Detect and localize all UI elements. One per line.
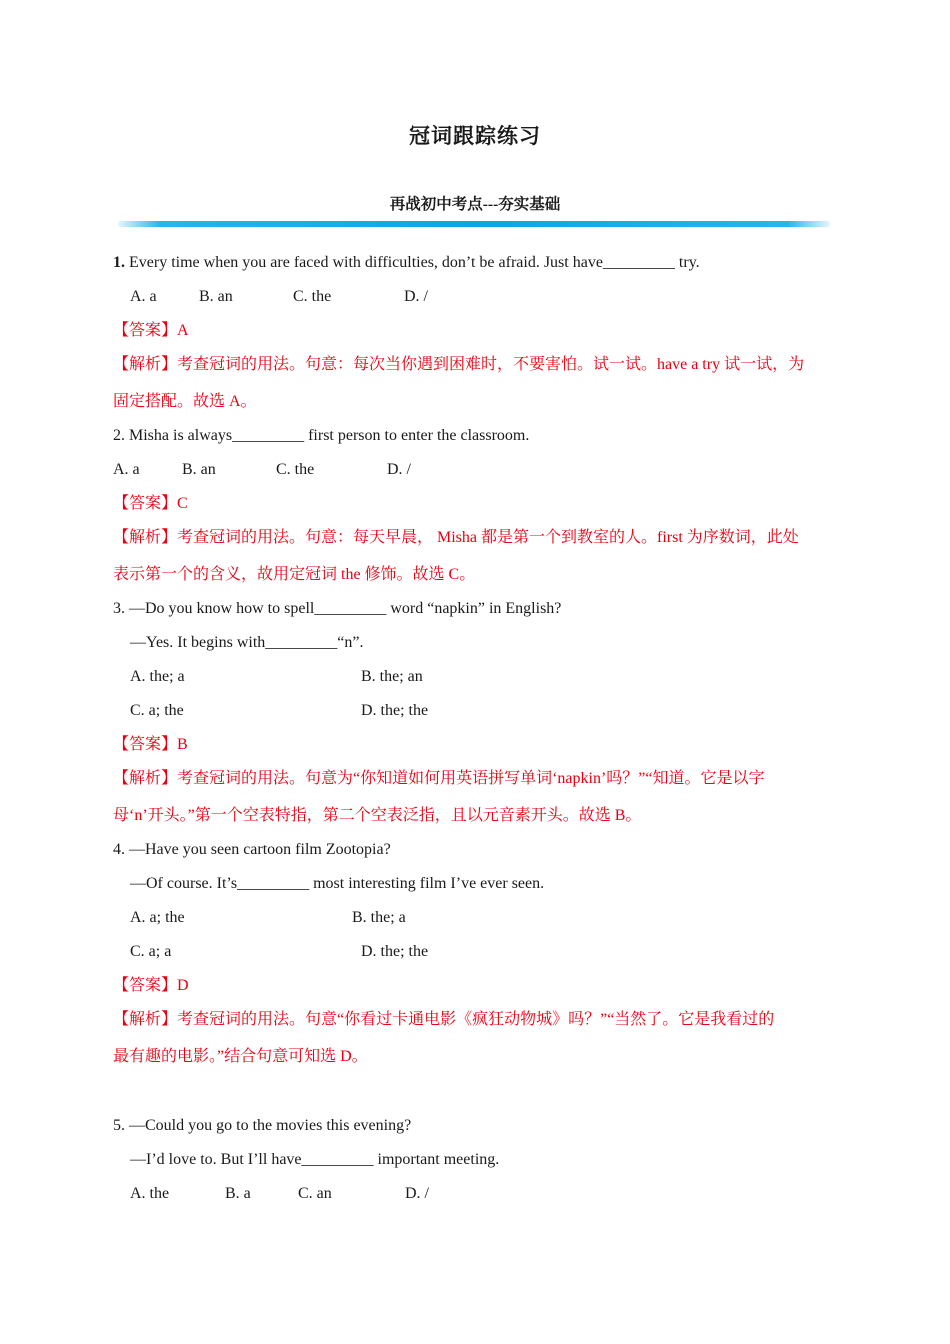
- explanation-3-line-2: 母‘n’开头。”第一个空表特指，第二个空表泛指，且以元音素开头。故选 B。: [113, 807, 642, 824]
- option-d: D. /: [404, 288, 428, 305]
- question-5-options: [113, 1183, 838, 1217]
- answer-1: 【答案】A: [113, 322, 189, 339]
- option-d: D. the; the: [361, 702, 429, 719]
- option-c: C. the: [293, 288, 332, 305]
- explanation-1-line-2: 固定搭配。故选 A。: [113, 393, 257, 410]
- question-4-stem: 4. —Have you seen cartoon film Zootopia?: [113, 841, 391, 858]
- option-c: C. the: [276, 461, 315, 478]
- option-b: B. the; an: [361, 668, 423, 685]
- question-5-stem-reply: —I’d love to. But I’ll have_________ important meeting.: [130, 1151, 500, 1168]
- answer-2: 【答案】C: [113, 495, 188, 512]
- question-4-options-row-2: [113, 941, 838, 975]
- question-3-stem-reply: —Yes. It begins with_________“n”.: [130, 634, 364, 651]
- option-a: A. a; the: [130, 909, 185, 926]
- explanation-2-line-1: 【解析】考查冠词的用法。句意：每天早晨， Misha 都是第一个到教室的人。first 为序数词，此处: [113, 529, 799, 546]
- section-subtitle: 再战初中考点---夯实基础: [389, 196, 561, 213]
- exercise-content: [113, 252, 838, 1217]
- answer-4: 【答案】D: [113, 977, 189, 994]
- question-1-options: [113, 286, 838, 320]
- question-3-options-row-2: [113, 700, 838, 734]
- option-b: B. an: [182, 461, 216, 478]
- explanation-3-line-1: 【解析】考查冠词的用法。句意为“你知道如何用英语拼写单词‘napkin’吗？”“知道。它是以字: [113, 770, 765, 787]
- question-1-stem: 1. Every time when you are faced with difficulties, don’t be afraid. Just have_________ try.: [113, 254, 700, 271]
- question-5-stem: 5. —Could you go to the movies this evening?: [113, 1117, 412, 1134]
- page-title: 冠词跟踪练习: [409, 124, 541, 148]
- question-3-stem: 3. —Do you know how to spell_________ word “napkin” in English?: [113, 600, 562, 617]
- answer-3: 【答案】B: [113, 736, 188, 753]
- option-c: C. an: [298, 1185, 332, 1202]
- spacer: [113, 1080, 838, 1115]
- question-4-stem-reply: —Of course. It’s_________ most interesting film I’ve ever seen.: [130, 875, 545, 892]
- question-2-stem: 2. Misha is always_________ first person to enter the classroom.: [113, 427, 530, 444]
- question-3-options-row-1: [113, 666, 838, 700]
- explanation-4-line-2: 最有趣的电影。”结合句意可知选 D。: [113, 1048, 368, 1065]
- question-2-options: [113, 459, 838, 493]
- question-number: 1.: [113, 254, 125, 271]
- option-a: A. a: [130, 288, 157, 305]
- explanation-2-line-2: 表示第一个的含义，故用定冠词 the 修饰。故选 C。: [113, 566, 476, 583]
- option-c: C. a; the: [130, 702, 184, 719]
- option-d: D. /: [387, 461, 411, 478]
- option-a: A. the; a: [130, 668, 185, 685]
- option-b: B. an: [199, 288, 233, 305]
- question-4-options-row-1: [113, 907, 838, 941]
- section-divider: [118, 221, 830, 227]
- option-d: D. the; the: [361, 943, 429, 960]
- option-b: B. a: [225, 1185, 251, 1202]
- option-a: A. the: [130, 1185, 170, 1202]
- explanation-1-line-1: 【解析】考查冠词的用法。句意：每次当你遇到困难时，不要害怕。试一试。have a try 试一试，为: [113, 356, 805, 373]
- option-c: C. a; a: [130, 943, 172, 960]
- option-a: A. a: [113, 461, 140, 478]
- explanation-4-line-1: 【解析】考查冠词的用法。句意“你看过卡通电影《疯狂动物城》吗？”“当然了。它是我看过的: [113, 1011, 775, 1028]
- option-d: D. /: [405, 1185, 429, 1202]
- option-b: B. the; a: [352, 909, 406, 926]
